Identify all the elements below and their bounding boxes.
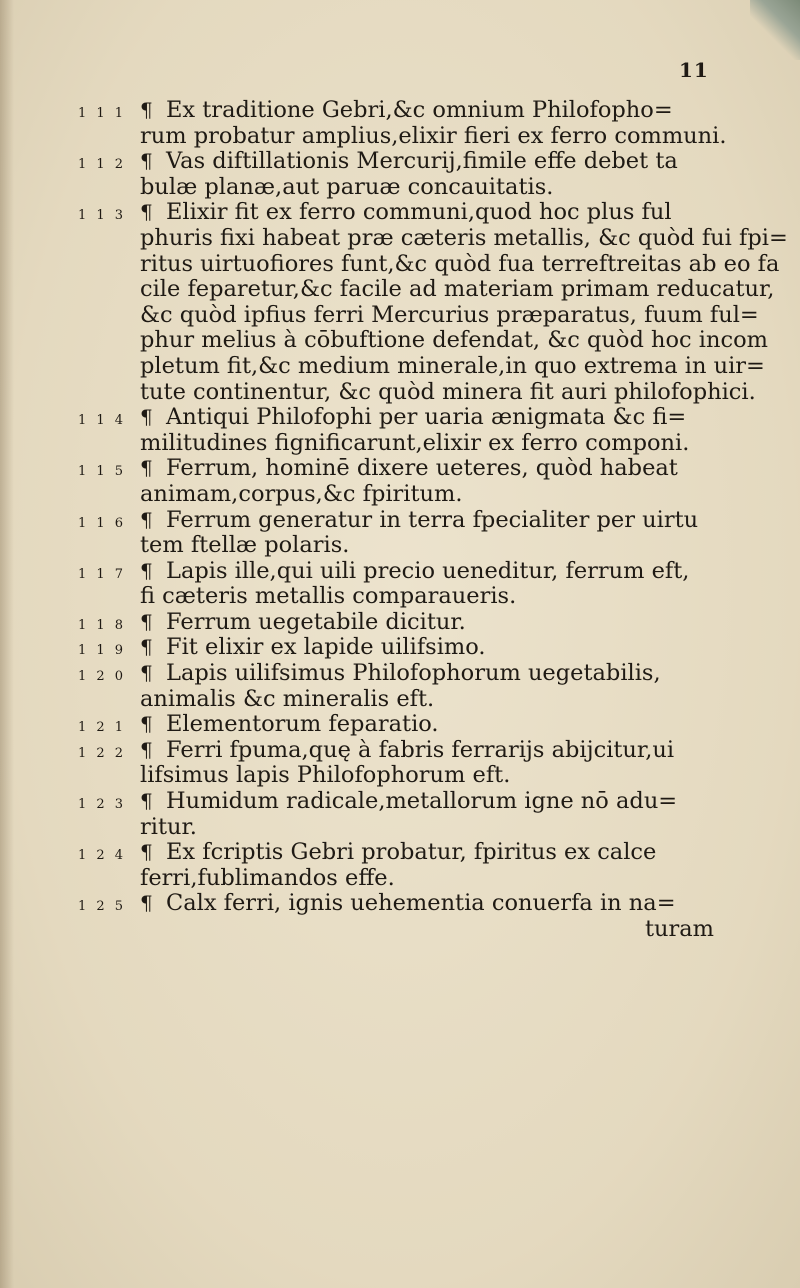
line-text: tute continentur, &c quòd minera fit auri philofophici. — [140, 378, 756, 405]
paragraph-number: 1 1 7 — [78, 566, 127, 582]
text-line — [78, 482, 714, 508]
text-line — [78, 584, 714, 610]
line-text: fi cæteris metallis comparaueris. — [140, 583, 517, 610]
text-line — [78, 149, 714, 175]
catchword: turam — [644, 916, 714, 942]
line-text: Vas diftillationis Mercurij,fimile effe debet ta — [166, 148, 678, 175]
text-line — [78, 378, 756, 406]
line-text: Humidum radicale,metallorum igne nō adu= — [166, 788, 678, 815]
page-number: 11 — [679, 58, 709, 82]
text-line — [78, 327, 768, 354]
text-line — [78, 456, 714, 482]
line-text: Ferrum generatur in terra fpecialiter per uirtu — [166, 506, 699, 533]
line-text: &c quòd ipfius ferri Mercurius præparatus, fuum ful= — [140, 301, 759, 328]
line-text: tem ftellæ polaris. — [140, 532, 350, 559]
line-text: Elementorum feparatio. — [166, 711, 439, 738]
pilcrow-icon: ¶ — [140, 609, 153, 634]
text-line — [78, 687, 714, 713]
pilcrow-icon: ¶ — [140, 200, 153, 225]
line-text: phur melius à cōbuftione defendat, &c quòd hoc incom — [140, 327, 768, 354]
pilcrow-icon: ¶ — [140, 840, 153, 865]
line-text: animalis &c mineralis eft. — [140, 685, 435, 712]
line-text: Ex traditione Gebri,&c omnium Philofopho= — [166, 97, 673, 123]
paragraph-number: 1 2 2 — [78, 745, 127, 761]
paragraph-number: 1 2 4 — [78, 848, 127, 864]
line-text: Fit elixir ex lapide uilifsimo. — [166, 634, 486, 661]
line-text: Ex fcriptis Gebri probatur, fpiritus ex calce — [166, 839, 657, 866]
pilcrow-icon: ¶ — [140, 891, 153, 916]
text-line — [78, 840, 714, 866]
page-corner — [750, 0, 800, 60]
text-line — [78, 559, 714, 585]
text-line — [78, 98, 714, 124]
pilcrow-icon: ¶ — [140, 635, 153, 660]
line-text: rum probatur amplius,elixir fieri ex ferro communi. — [140, 122, 727, 149]
text-line — [78, 250, 780, 278]
paragraph-number: 1 2 1 — [78, 720, 127, 736]
paragraph-number: 1 1 6 — [78, 515, 127, 531]
line-text: lifsimus lapis Philofophorum eft. — [140, 762, 511, 789]
paragraph-number: 1 1 9 — [78, 643, 127, 659]
paragraph-number: 1 1 5 — [78, 464, 127, 480]
text-line — [78, 200, 714, 226]
paragraph-number: 1 2 0 — [78, 669, 127, 685]
text-line — [78, 431, 714, 457]
pilcrow-icon: ¶ — [140, 712, 153, 737]
text-block — [78, 97, 788, 943]
text-line — [78, 122, 727, 150]
text-line — [78, 763, 714, 789]
line-text: militudines fignificarunt,elixir ex ferro componi. — [140, 429, 690, 456]
pilcrow-icon: ¶ — [140, 661, 153, 686]
pilcrow-icon: ¶ — [140, 507, 153, 532]
line-text: Calx ferri, ignis uehementia conuerfa in na= — [166, 890, 676, 917]
text-line — [78, 352, 765, 380]
pilcrow-icon: ¶ — [140, 456, 153, 481]
paragraph-number: 1 1 8 — [78, 617, 127, 633]
text-line — [78, 738, 714, 764]
text-line — [78, 301, 759, 329]
text-line — [78, 224, 788, 252]
text-line — [78, 635, 714, 661]
pilcrow-icon: ¶ — [140, 149, 153, 174]
pilcrow-icon: ¶ — [140, 737, 153, 762]
pilcrow-icon: ¶ — [140, 558, 153, 583]
paragraph-number: 1 2 3 — [78, 797, 127, 813]
line-text: Ferrum, hominē dixere ueteres, quòd habeat — [166, 455, 678, 482]
paragraph-number: 1 1 3 — [78, 208, 127, 224]
paragraph-number: 1 1 4 — [78, 413, 127, 429]
text-line — [78, 661, 714, 687]
line-text: Antiqui Philofophi per uaria ænigmata &c fi= — [166, 404, 687, 431]
text-line — [78, 866, 714, 892]
line-text: Ferri fpuma,quę à fabris ferrarijs abijcitur,ui — [166, 736, 675, 763]
text-line — [78, 891, 714, 917]
line-text: Lapis uilifsimus Philofophorum uegetabilis, — [166, 660, 661, 687]
text-line — [78, 508, 714, 534]
paragraph-number: 1 2 5 — [78, 899, 127, 915]
pilcrow-icon: ¶ — [140, 405, 153, 430]
text-line — [78, 815, 714, 841]
line-text: animam,corpus,&c fpiritum. — [140, 480, 463, 507]
paragraph-number: 1 1 1 — [78, 106, 127, 121]
text-line — [78, 276, 775, 303]
line-text: bulæ planæ,aut paruæ concauitatis. — [140, 173, 554, 200]
line-text: cile feparetur,&c facile ad materiam primam reducatur, — [140, 276, 775, 303]
line-text: Lapis ille,qui uili precio ueneditur, ferrum eft, — [166, 557, 690, 584]
text-line — [78, 789, 714, 815]
line-text: Ferrum uegetabile dicitur. — [166, 608, 466, 635]
page-gutter-shadow — [0, 0, 14, 1288]
text-line — [78, 610, 714, 636]
text-line — [78, 533, 714, 559]
text-line — [78, 712, 714, 738]
line-text: Elixir fit ex ferro communi,quod hoc plus ful — [166, 199, 672, 226]
line-text: pletum fit,&c medium minerale,in quo extrema in uir= — [140, 352, 765, 379]
pilcrow-icon: ¶ — [140, 789, 153, 814]
paragraph-number: 1 1 2 — [78, 157, 127, 173]
text-line — [78, 405, 714, 431]
line-text: ritus uirtuofiores funt,&c quòd fua terreftreitas ab eo fa — [140, 250, 780, 277]
line-text: phuris fixi habeat præ cæteris metallis, &c quòd fui fpi= — [140, 224, 788, 251]
text-line — [78, 175, 714, 201]
pilcrow-icon: ¶ — [140, 98, 153, 122]
line-text: ritur. — [140, 813, 197, 840]
line-text: ferri,fublimandos effe. — [140, 864, 395, 891]
